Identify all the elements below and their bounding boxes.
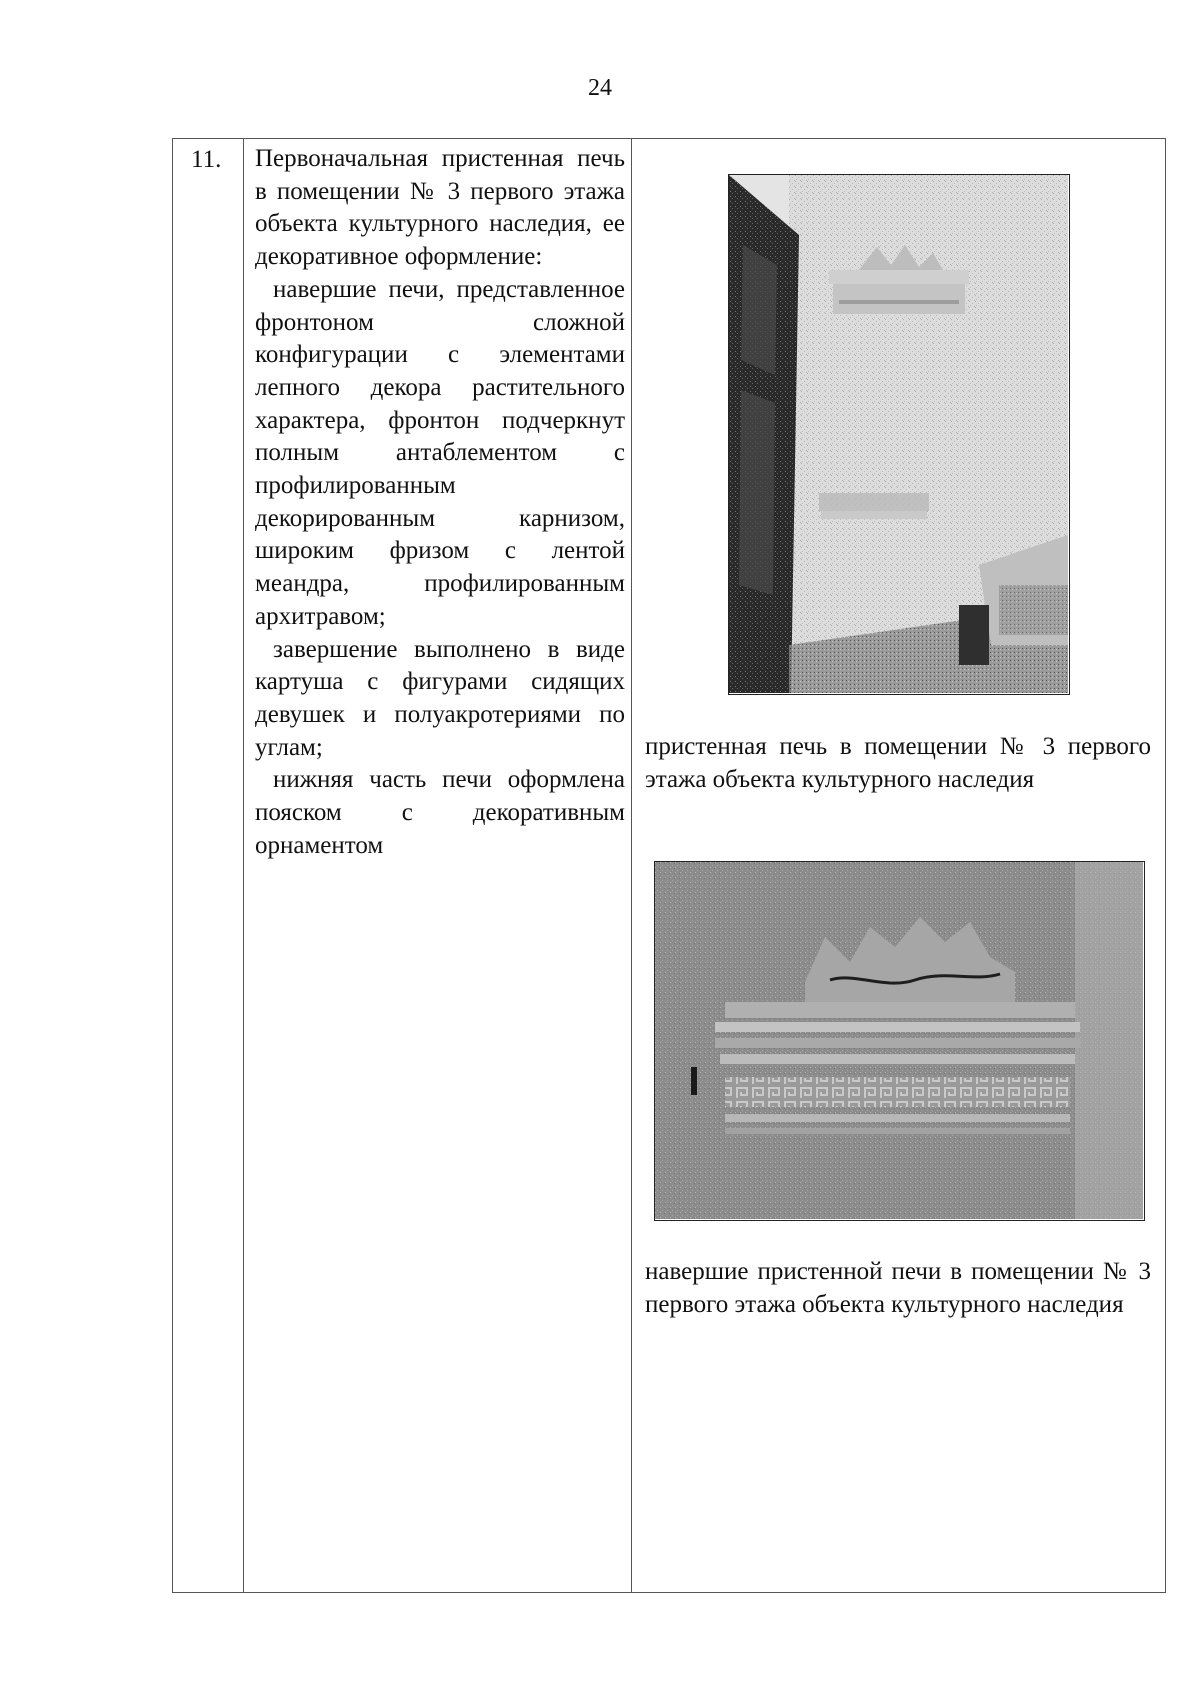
description-item-pediment: навершие печи, представленное фронтоном сложной конфигурации с элементами лепного декора растительного характера, фронтон подчеркнут полным антаблементом с профилированным декорированным карнизом, широким фризом с лентой меандра, профилированным архитравом; — [255, 275, 625, 630]
row-description — [255, 143, 625, 862]
column-divider-1 — [243, 139, 244, 1592]
description-item-lower-part: нижняя часть печи оформлена пояском с декоративным орнаментом — [255, 766, 625, 859]
stove-top-photo-caption: навершие пристенной печи в помещении № 3 первого этажа объекта культурного наследия — [645, 1258, 1151, 1318]
stove-photo — [728, 174, 1070, 695]
column-divider-2 — [631, 139, 632, 1592]
description-item-cartouche: завершение выполнено в виде картуша с фигурами сидящих девушек и полуакротериями по углам; — [255, 635, 625, 761]
description-intro: Первоначальная пристенная печь в помещении № 3 первого этажа объекта культурного наследия, ее декоративное оформление: — [255, 145, 625, 271]
page-number: 24 — [588, 75, 612, 101]
row-number: 11. — [191, 146, 222, 173]
stove-top-photo — [654, 861, 1145, 1221]
stove-photo-caption: пристенная печь в помещении № 3 первого этажа объекта культурного наследия — [645, 733, 1151, 793]
heritage-table — [172, 138, 1166, 1593]
